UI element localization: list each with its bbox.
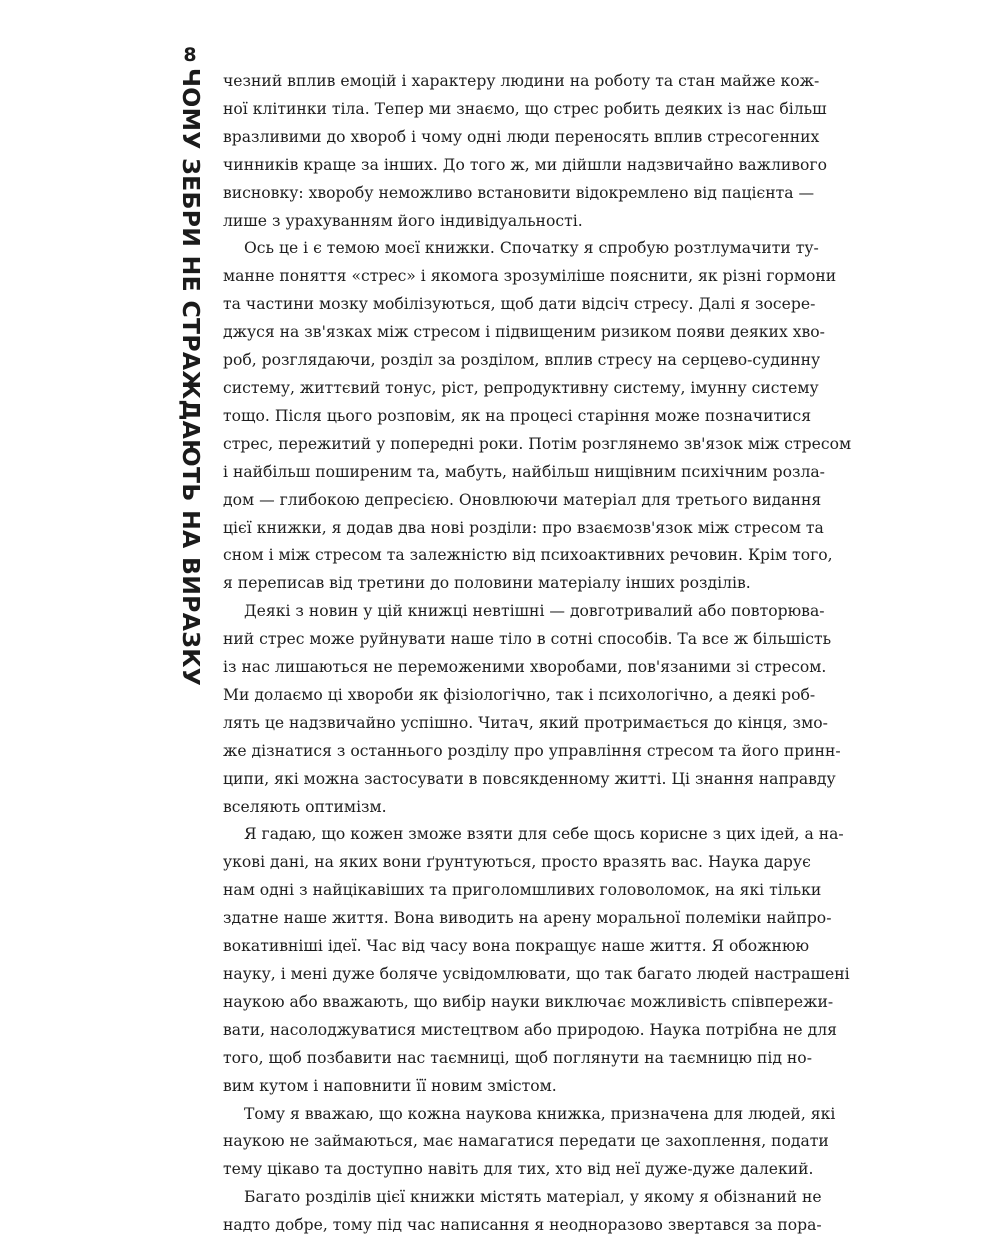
running-head-text: ЧОМУ ЗЕБРИ НЕ СТРАЖДАЮТЬ НА ВИРАЗКУ: [177, 68, 205, 687]
text-line: наукою не займаються, має намагатися передати це захоплення, подати: [223, 1132, 829, 1151]
text-line: вразливими до хвороб і чому одні люди переносять вплив стресогенних: [223, 127, 820, 146]
text-line: наукою або вважають, що вибір науки виключає можливість співпережи-: [223, 992, 834, 1011]
text-line: надто добре, тому під час написання я неодноразово звертався за пора-: [223, 1216, 822, 1235]
text-line: науку, і мені дуже боляче усвідомлювати, що так багато людей настрашені: [223, 965, 850, 983]
text-line: Ми долаємо ці хвороби як фізіологічно, так і психологічно, а деякі роб-: [223, 685, 816, 704]
paragraph: [223, 235, 852, 598]
text-line: укові дані, на яких вони ґрунтуються, просто вразять вас. Наука дарує: [223, 853, 811, 872]
page-number: 8: [183, 44, 197, 66]
text-line: здатне наше життя. Вона виводить на арену моральної полеміки найпро-: [223, 909, 832, 928]
text-line: лять це надзвичайно успішно. Читач, який протримається до кінця, змо-: [223, 713, 828, 732]
text-line: цієї книжки, я додав два нові розділи: про взаємозв'язок між стресом та: [223, 518, 824, 537]
paragraph: [223, 68, 827, 235]
text-line: і найбільш поширеним та, мабуть, найбільш нищівним психічним розла-: [223, 462, 825, 481]
paragraph: [223, 1101, 836, 1185]
body-text: [223, 68, 852, 1240]
text-line: чезний вплив емоцій і характеру людини на роботу та стан майже кож-: [223, 72, 820, 90]
text-line: ципи, які можна застосувати в повсякденному житті. Ці знання направду: [223, 769, 836, 788]
text-line: лише з урахуванням його індивідуальності.: [223, 211, 583, 230]
text-line: вокативніші ідеї. Час від часу вона покращує наше життя. Я обожнюю: [223, 937, 810, 956]
text-line: ної клітинки тіла. Тепер ми знаємо, що стрес робить деяких із нас більш: [223, 99, 827, 118]
text-line: дом — глибокою депресією. Оновлюючи матеріал для третього видання: [223, 490, 822, 509]
text-line: же дізнатися з останнього розділу про управління стресом та його принн-: [223, 741, 841, 760]
text-line: Багато розділів цієї книжки містять матеріал, у якому я обізнаний не: [244, 1188, 822, 1207]
text-line: тощо. Після цього розповім, як на процесі старіння може позначитися: [223, 406, 812, 425]
text-line: Деякі з новин у цій книжці невтішні — довготривалий або повторюва-: [244, 602, 825, 621]
text-line: Ось це і є темою моєї книжки. Спочатку я спробую розтлумачити ту-: [244, 239, 819, 258]
text-line: я переписав від третини до половини матеріалу інших розділів.: [223, 574, 751, 593]
text-line: Тому я вважаю, що кожна наукова книжка, призначена для людей, які: [244, 1104, 836, 1123]
text-line: чинників краще за інших. До того ж, ми дійшли надзвичайно важливого: [223, 155, 827, 174]
text-line: стрес, пережитий у попередні роки. Потім розглянемо зв'язок між стресом: [223, 434, 852, 453]
text-line: із нас лишаються не переможеними хворобами, пов'язаними зі стресом.: [223, 658, 827, 677]
paragraph: [223, 598, 841, 821]
text-line: вати, насолоджуватися мистецтвом або природою. Наука потрібна не для: [223, 1020, 837, 1039]
text-line: вселяють оптимізм.: [223, 797, 387, 816]
text-line: роб, розглядаючи, розділ за розділом, вплив стресу на серцево-судинну: [223, 351, 821, 370]
text-line: манне поняття «стрес» і якомога зрозуміліше пояснити, як різні гормони: [223, 267, 837, 286]
text-line: тему цікаво та доступно навіть для тих, хто від неї дуже-дуже далекий.: [223, 1160, 814, 1179]
text-line: джуся на зв'язках між стресом і підвищеним ризиком появи деяких хво-: [223, 323, 825, 342]
text-line: того, щоб позбавити нас таємниці, щоб поглянути на таємницю під но-: [223, 1048, 812, 1067]
paragraph: [223, 821, 850, 1100]
text-line: та частини мозку мобілізуються, щоб дати відсіч стресу. Далі я зосере-: [223, 295, 816, 314]
text-line: Я гадаю, що кожен зможе взяти для себе щось корисне з цих ідей, а на-: [244, 825, 844, 844]
text-line: систему, життєвий тонус, ріст, репродуктивну систему, імунну систему: [223, 378, 819, 397]
text-line: сном і між стресом та залежністю від психоактивних речовин. Крім того,: [223, 546, 833, 565]
text-line: нам одні з найцікавіших та приголомшливих головоломок, на які тільки: [223, 881, 822, 900]
text-line: висновку: хворобу неможливо встановити відокремлено від пацієнта —: [223, 183, 815, 202]
text-line: вим кутом і наповнити її новим змістом.: [223, 1076, 557, 1095]
text-line: ний стрес може руйнувати наше тіло в сотні способів. Та все ж більшість: [223, 630, 832, 649]
paragraph: [223, 1184, 822, 1240]
